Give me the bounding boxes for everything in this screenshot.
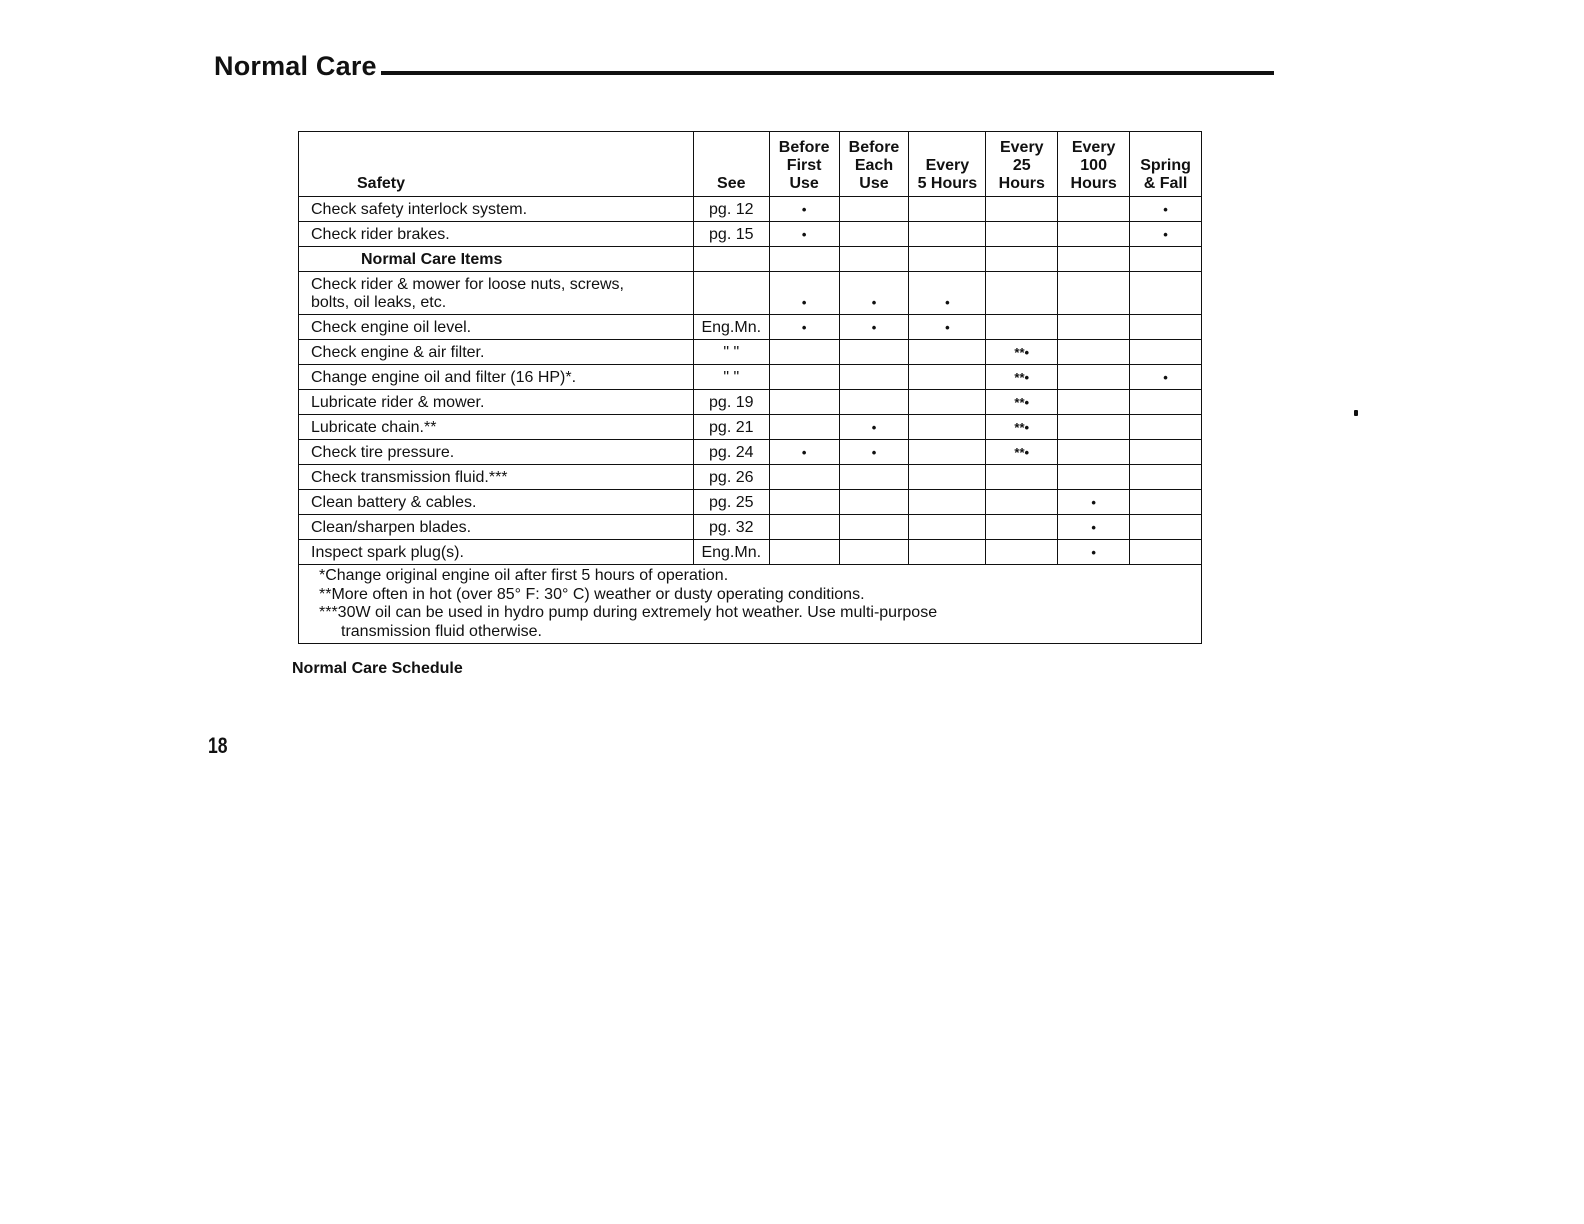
interval-mark [909,515,986,540]
interval-mark: • [1058,490,1130,515]
interval-mark [909,465,986,490]
table-row [299,315,1202,340]
item-cell: Clean battery & cables. [299,490,694,515]
item-cell: Inspect spark plug(s). [299,540,694,565]
section-header [214,40,1274,80]
table-caption: Normal Care Schedule [292,660,463,677]
item-cell: Lubricate rider & mower. [299,390,694,415]
interval-mark [986,272,1058,315]
table-row [299,272,1202,315]
interval-mark: • [1130,197,1202,222]
interval-mark [769,415,839,440]
interval-mark [839,465,909,490]
item-cell: Check transmission fluid.*** [299,465,694,490]
item-cell: Check rider brakes. [299,222,694,247]
table-row [299,540,1202,565]
header-spring-fall: Spring & Fall [1130,132,1202,197]
table-row [299,390,1202,415]
item-text-line: Check rider & mower for loose nuts, screws, [311,276,624,293]
interval-mark [909,222,986,247]
interval-mark [1130,247,1202,272]
interval-mark [909,490,986,515]
interval-mark: • [769,440,839,465]
interval-mark: • [769,197,839,222]
interval-mark [1130,340,1202,365]
header-see: See [693,132,769,197]
interval-mark: **• [986,365,1058,390]
interval-mark [909,365,986,390]
interval-mark [769,515,839,540]
interval-mark [986,197,1058,222]
see-cell: pg. 12 [693,197,769,222]
interval-mark [986,465,1058,490]
section-title: Normal Care [214,51,377,81]
interval-mark: • [1130,365,1202,390]
interval-mark: • [839,272,909,315]
normal-care-schedule-table [298,131,1202,644]
interval-mark [1130,272,1202,315]
header-before-first-use: Before First Use [769,132,839,197]
interval-mark: • [839,315,909,340]
header-rule [381,71,1274,75]
interval-mark [769,465,839,490]
table-body [299,197,1202,644]
interval-mark [909,340,986,365]
table-row [299,515,1202,540]
interval-mark [1058,315,1130,340]
interval-mark: • [1130,222,1202,247]
scan-speck [1354,410,1358,416]
interval-mark [839,490,909,515]
interval-mark [769,247,839,272]
footnotes [299,565,1202,644]
interval-mark: • [769,315,839,340]
interval-mark: • [1058,515,1130,540]
see-cell: pg. 15 [693,222,769,247]
interval-mark [839,197,909,222]
see-cell: Eng.Mn. [693,315,769,340]
interval-mark [769,390,839,415]
see-cell: pg. 25 [693,490,769,515]
footnotes-row [299,565,1202,644]
interval-mark: • [909,315,986,340]
interval-mark [1130,540,1202,565]
header-every-25-hours: Every 25 Hours [986,132,1058,197]
interval-mark [839,340,909,365]
see-cell: pg. 24 [693,440,769,465]
interval-mark [986,540,1058,565]
interval-mark [839,390,909,415]
interval-mark: **• [986,390,1058,415]
interval-mark [1058,365,1130,390]
interval-mark [839,540,909,565]
page-number: 18 [208,733,228,758]
interval-mark [1058,272,1130,315]
interval-mark [1130,440,1202,465]
table-row [299,415,1202,440]
item-cell: Clean/sharpen blades. [299,515,694,540]
interval-mark [1058,415,1130,440]
item-cell: Change engine oil and filter (16 HP)*. [299,365,694,390]
interval-mark: • [1058,540,1130,565]
item-cell: Check engine oil level. [299,315,694,340]
footnote-3-continued: transmission fluid otherwise. [341,622,542,640]
see-cell: Eng.Mn. [693,540,769,565]
table-row [299,365,1202,390]
interval-mark [986,515,1058,540]
table-row [299,465,1202,490]
header-every-5-hours: Every 5 Hours [909,132,986,197]
interval-mark: **• [986,440,1058,465]
interval-mark [1058,340,1130,365]
interval-mark [839,365,909,390]
see-cell [693,247,769,272]
interval-mark [769,340,839,365]
interval-mark [909,440,986,465]
interval-mark [986,490,1058,515]
table-row [299,340,1202,365]
header-every-100-hours: Every 100 Hours [1058,132,1130,197]
item-cell: Lubricate chain.** [299,415,694,440]
table-row [299,247,1202,272]
interval-mark: **• [986,415,1058,440]
interval-mark [1130,315,1202,340]
interval-mark [986,315,1058,340]
see-cell [693,272,769,315]
interval-mark [1058,197,1130,222]
interval-mark [909,247,986,272]
interval-mark [769,540,839,565]
interval-mark [909,390,986,415]
footnote-2: **More often in hot (over 85° F: 30° C) weather or dusty operating conditions. [319,585,865,603]
see-cell: pg. 21 [693,415,769,440]
interval-mark [1058,465,1130,490]
see-cell: " " [693,340,769,365]
table-row [299,490,1202,515]
item-cell: Check safety interlock system. [299,197,694,222]
interval-mark [986,247,1058,272]
see-cell: " " [693,365,769,390]
interval-mark: **• [986,340,1058,365]
see-cell: pg. 26 [693,465,769,490]
interval-mark [1130,465,1202,490]
table-header-row [299,132,1202,197]
see-cell: pg. 32 [693,515,769,540]
footnote-3: ***30W oil can be used in hydro pump during extremely hot weather. Use multi-purpose [319,604,938,621]
interval-mark [769,490,839,515]
footnote-1: *Change original engine oil after first 5 hours of operation. [319,567,729,584]
item-text-line: bolts, oil leaks, etc. [311,294,447,311]
interval-mark [909,197,986,222]
interval-mark [839,222,909,247]
interval-mark [769,365,839,390]
interval-mark [1130,490,1202,515]
interval-mark [1130,415,1202,440]
interval-mark: • [909,272,986,315]
header-safety: Safety [299,132,694,197]
interval-mark [1058,390,1130,415]
table-row [299,197,1202,222]
interval-mark [909,540,986,565]
interval-mark: • [839,415,909,440]
interval-mark [1130,390,1202,415]
table-row [299,440,1202,465]
interval-mark [1058,440,1130,465]
item-cell: Normal Care Items [299,247,694,272]
item-cell [299,272,694,315]
see-cell: pg. 19 [693,390,769,415]
table-row [299,222,1202,247]
interval-mark [1058,247,1130,272]
interval-mark [839,515,909,540]
interval-mark [1130,515,1202,540]
interval-mark [986,222,1058,247]
header-before-each-use: Before Each Use [839,132,909,197]
interval-mark: • [769,272,839,315]
item-cell: Check tire pressure. [299,440,694,465]
interval-mark: • [769,222,839,247]
item-cell: Check engine & air filter. [299,340,694,365]
interval-mark [1058,222,1130,247]
interval-mark [909,415,986,440]
interval-mark: • [839,440,909,465]
interval-mark [839,247,909,272]
